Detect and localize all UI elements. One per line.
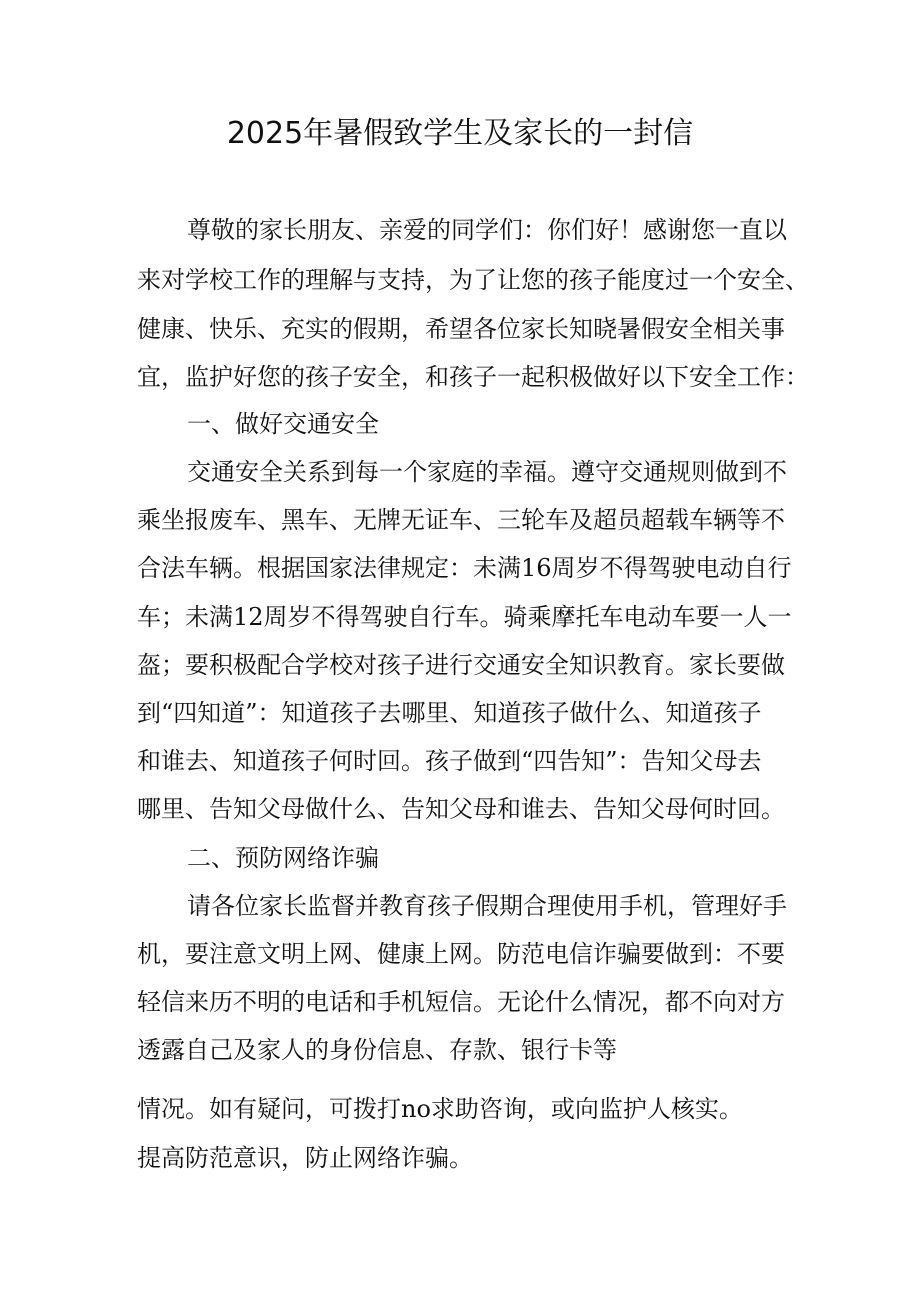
paragraph-line: 机，要注意文明上网、健康上网。防范电信诈骗要做到：不要 [137,940,785,968]
paragraph-line: 健康、快乐、充实的假期，希望各位家长知晓暑假安全相关事 [137,315,785,343]
section-heading-traffic: 一、做好交通安全 [187,410,379,438]
paragraph-line: 到“四知道”：知道孩子去哪里、知道孩子做什么、知道孩子 [137,699,762,727]
paragraph-line: 提高防范意识，防止网络诈骗。 [137,1144,473,1172]
paragraph-line: 情况。如有疑问，可拨打no求助咨询，或向监护人核实。 [137,1095,743,1123]
paragraph-line: 轻信来历不明的电话和手机短信。无论什么情况，都不向对方 [137,988,785,1016]
paragraph-line: 和谁去、知道孩子何时回。孩子做到“四告知”：告知父母去 [137,747,762,775]
paragraph-line: 宜，监护好您的孩子安全，和孩子一起积极做好以下安全工作： [137,363,809,391]
paragraph-line: 请各位家长监督并教育孩子假期合理使用手机，管理好手 [187,892,787,920]
paragraph-line: 车；未满12周岁不得驾驶自行车。骑乘摩托车电动车要一人一 [137,603,792,631]
letter-title: 2025年暑假致学生及家长的一封信 [226,116,694,151]
paragraph-line: 尊敬的家长朋友、亲爱的同学们：你们好！感谢您一直以 [187,216,787,244]
paragraph-line: 透露自己及家人的身份信息、存款、银行卡等 [137,1036,617,1064]
section-heading-fraud: 二、预防网络诈骗 [187,844,379,872]
paragraph-line: 乘坐报废车、黑车、无牌无证车、三轮车及超员超载车辆等不 [137,506,785,534]
paragraph-line: 合法车辆。根据国家法律规定：未满16周岁不得驾驶电动自行 [137,554,792,582]
paragraph-line: 盔；要积极配合学校对孩子进行交通安全知识教育。家长要做 [137,651,785,679]
paragraph-line: 哪里、告知父母做什么、告知父母和谁去、告知父母何时回。 [137,795,785,823]
paragraph-line: 来对学校工作的理解与支持，为了让您的孩子能度过一个安全、 [137,266,809,294]
paragraph-line: 交通安全关系到每一个家庭的幸福。遵守交通规则做到不 [187,458,787,486]
